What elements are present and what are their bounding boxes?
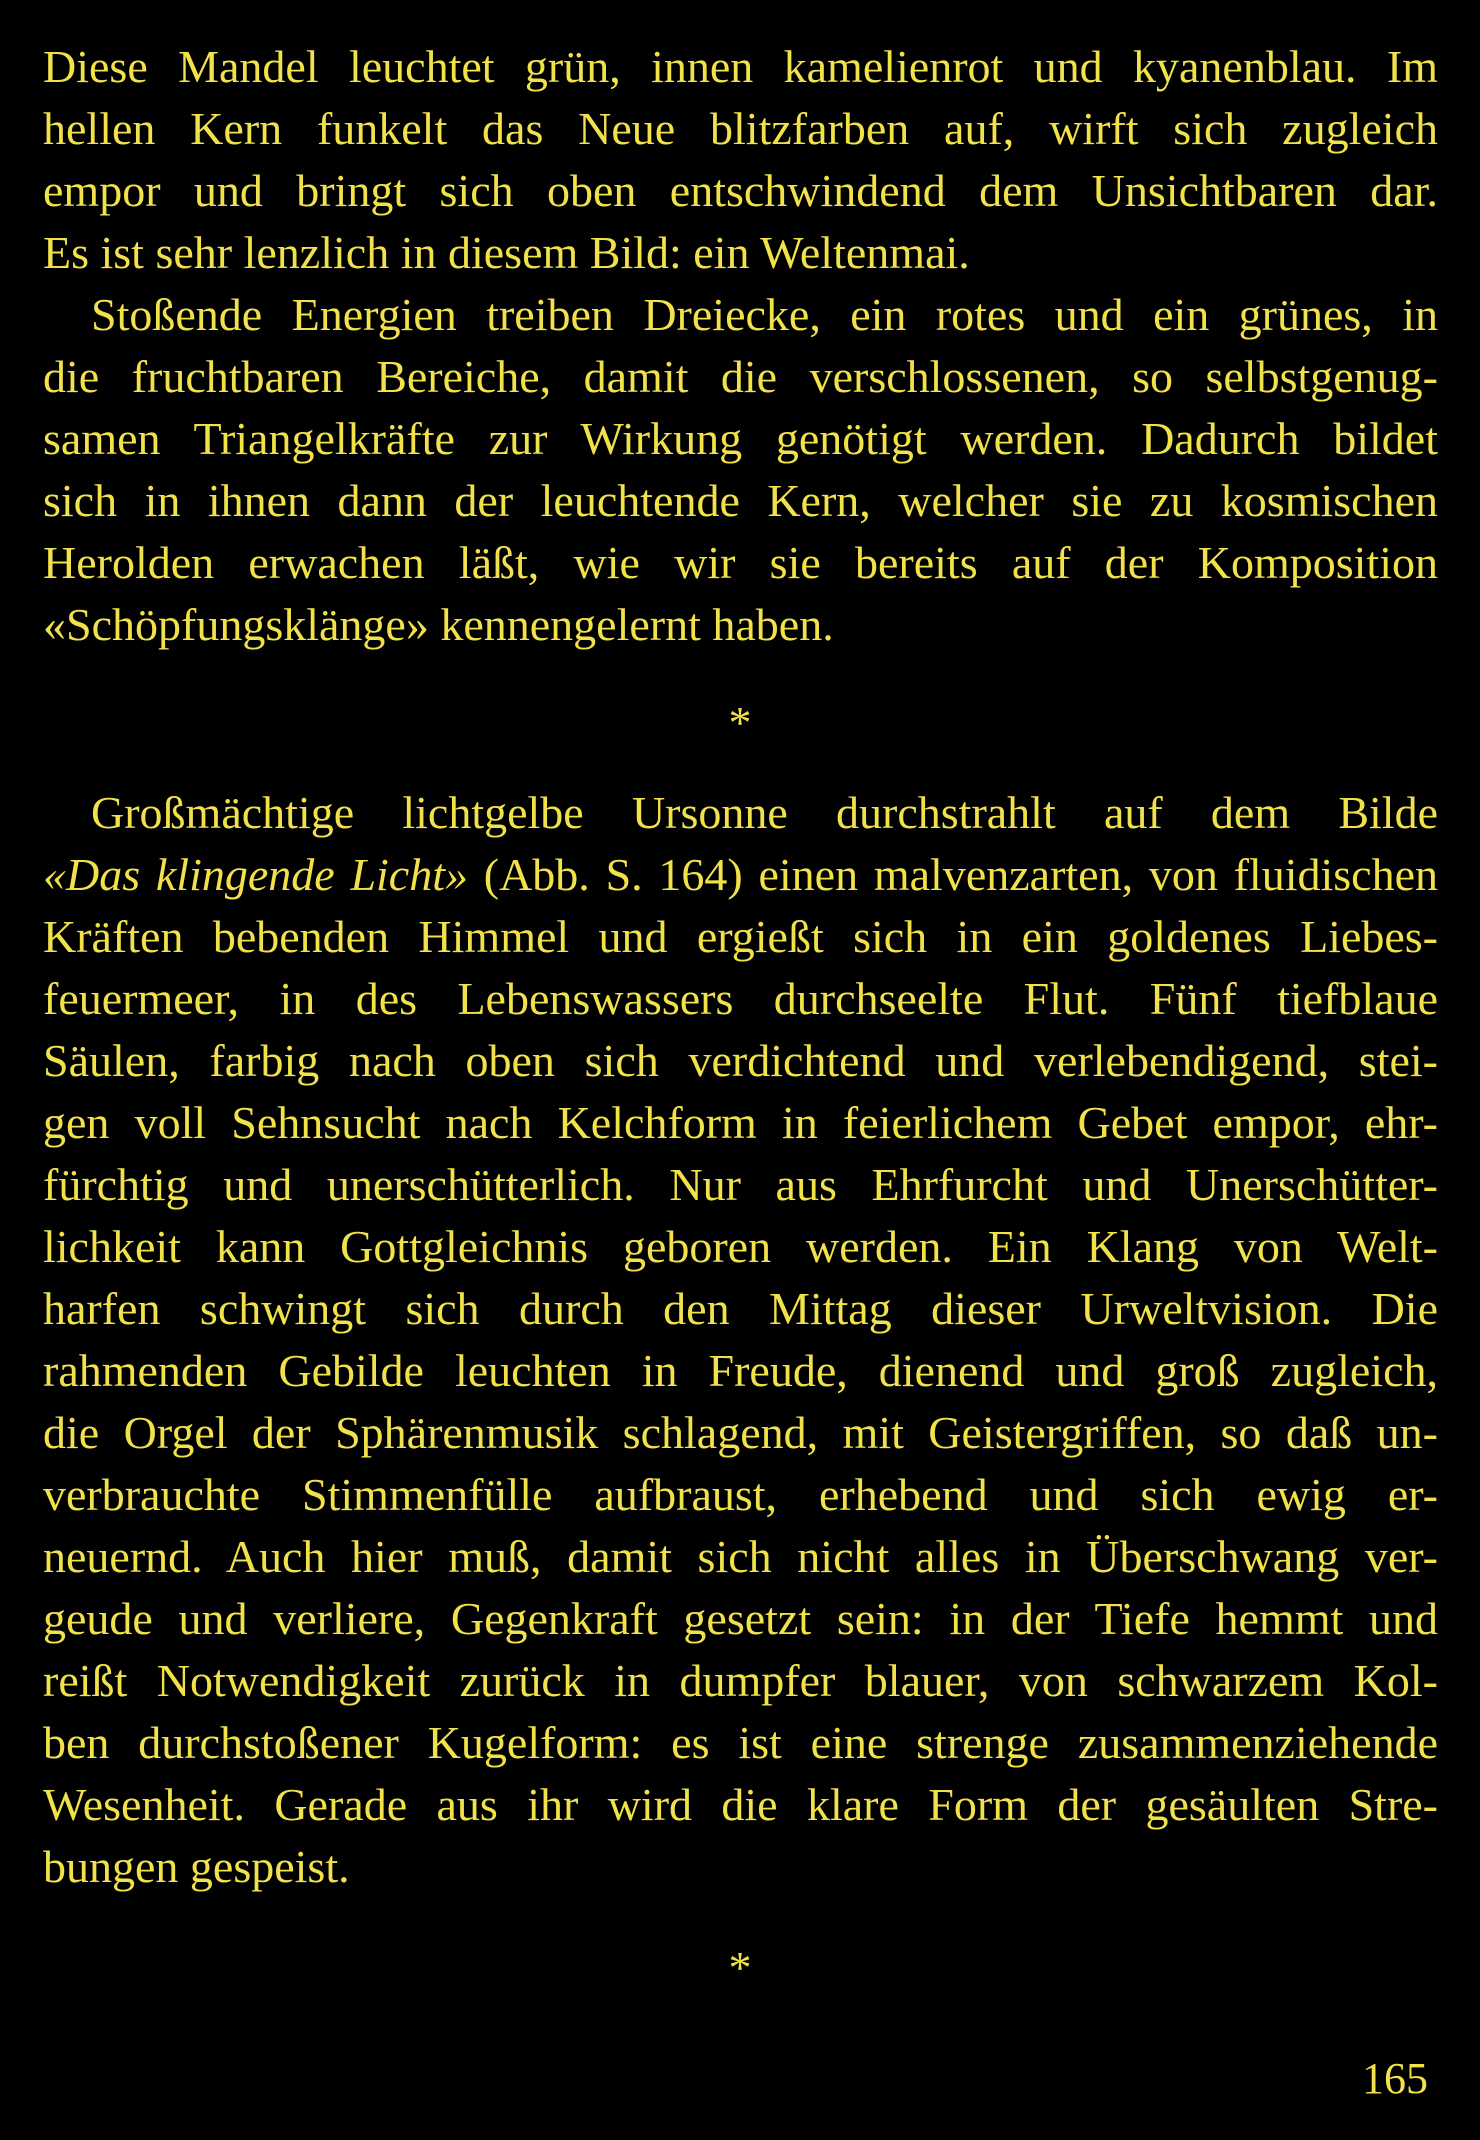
text-line: «Schöpfungsklänge» kennengelernt haben. — [43, 599, 834, 650]
text-section-1 — [43, 36, 1438, 656]
text-line: Diese Mandel leuchtet grün, innen kamelienrot und kyanenblau. Im — [43, 41, 1438, 92]
text-line: feuermeer, in des Lebenswassers durchseelte Flut. Fünf tiefblaue — [43, 973, 1438, 1024]
text-line: die fruchtbaren Bereiche, damit die verschlossenen, so selbstgenug- — [43, 351, 1438, 402]
text-line: die Orgel der Sphärenmusik schlagend, mit Geistergriffen, so daß un- — [43, 1407, 1438, 1458]
text-line: hellen Kern funkelt das Neue blitzfarben auf, wirft sich zugleich — [43, 103, 1438, 154]
text-section-2 — [43, 782, 1438, 1898]
paragraph-mandel — [43, 36, 1438, 284]
text-line: Stoßende Energien treiben Dreiecke, ein rotes und ein grünes, in — [91, 289, 1438, 340]
text-line: rahmenden Gebilde leuchten in Freude, dienend und groß zugleich, — [43, 1345, 1438, 1396]
section-separator: * — [728, 1942, 752, 1993]
paragraph-energien — [43, 284, 1438, 656]
text-line: verbrauchte Stimmenfülle aufbraust, erhebend und sich ewig er- — [43, 1469, 1438, 1520]
text-line: Es ist sehr lenzlich in diesem Bild: ein Weltenmai. — [43, 227, 970, 278]
text-line: harfen schwingt sich durch den Mittag dieser Urweltvision. Die — [43, 1283, 1438, 1334]
text-line: Kräften bebenden Himmel und ergießt sich in ein goldenes Liebes- — [43, 911, 1438, 962]
text-line: samen Triangelkräfte zur Wirkung genötigt werden. Dadurch bildet — [43, 413, 1438, 464]
text-line: lichkeit kann Gottgleichnis geboren werden. Ein Klang von Welt- — [43, 1221, 1438, 1272]
text-fragment: (Abb. S. 164) einen malvenzarten, von fluidischen — [468, 849, 1438, 900]
text-line: Säulen, farbig nach oben sich verdichtend und verlebendigend, stei- — [43, 1035, 1438, 1086]
paragraph-klingende-licht — [43, 782, 1438, 1898]
text-line: gen voll Sehnsucht nach Kelchform in feierlichem Gebet empor, ehr- — [43, 1097, 1438, 1148]
text-line: Herolden erwachen läßt, wie wir sie bereits auf der Komposition — [43, 537, 1438, 588]
text-line: fürchtig und unerschütterlich. Nur aus Ehrfurcht und Unerschütter- — [43, 1159, 1438, 1210]
text-line: Großmächtige lichtgelbe Ursonne durchstrahlt auf dem Bilde — [91, 787, 1438, 838]
text-line: ben durchstoßener Kugelform: es ist eine strenge zusammenziehende — [43, 1717, 1438, 1768]
text-line: Wesenheit. Gerade aus ihr wird die klare Form der gesäulten Stre- — [43, 1779, 1438, 1830]
text-line: neuernd. Auch hier muß, damit sich nicht alles in Überschwang ver- — [43, 1531, 1438, 1582]
artwork-title: «Das klingende Licht» — [43, 849, 469, 900]
page-number: 165 — [1362, 2054, 1428, 2103]
text-line: empor und bringt sich oben entschwindend dem Unsichtbaren dar. — [43, 165, 1438, 216]
section-separator: * — [728, 697, 752, 748]
text-line: sich in ihnen dann der leuchtende Kern, welcher sie zu kosmischen — [43, 475, 1438, 526]
text-line: bungen gespeist. — [43, 1841, 350, 1892]
text-line: reißt Notwendigkeit zurück in dumpfer blauer, von schwarzem Kol- — [43, 1655, 1438, 1706]
text-line: geude und verliere, Gegenkraft gesetzt sein: in der Tiefe hemmt und — [43, 1593, 1438, 1644]
text-line — [43, 844, 1438, 906]
